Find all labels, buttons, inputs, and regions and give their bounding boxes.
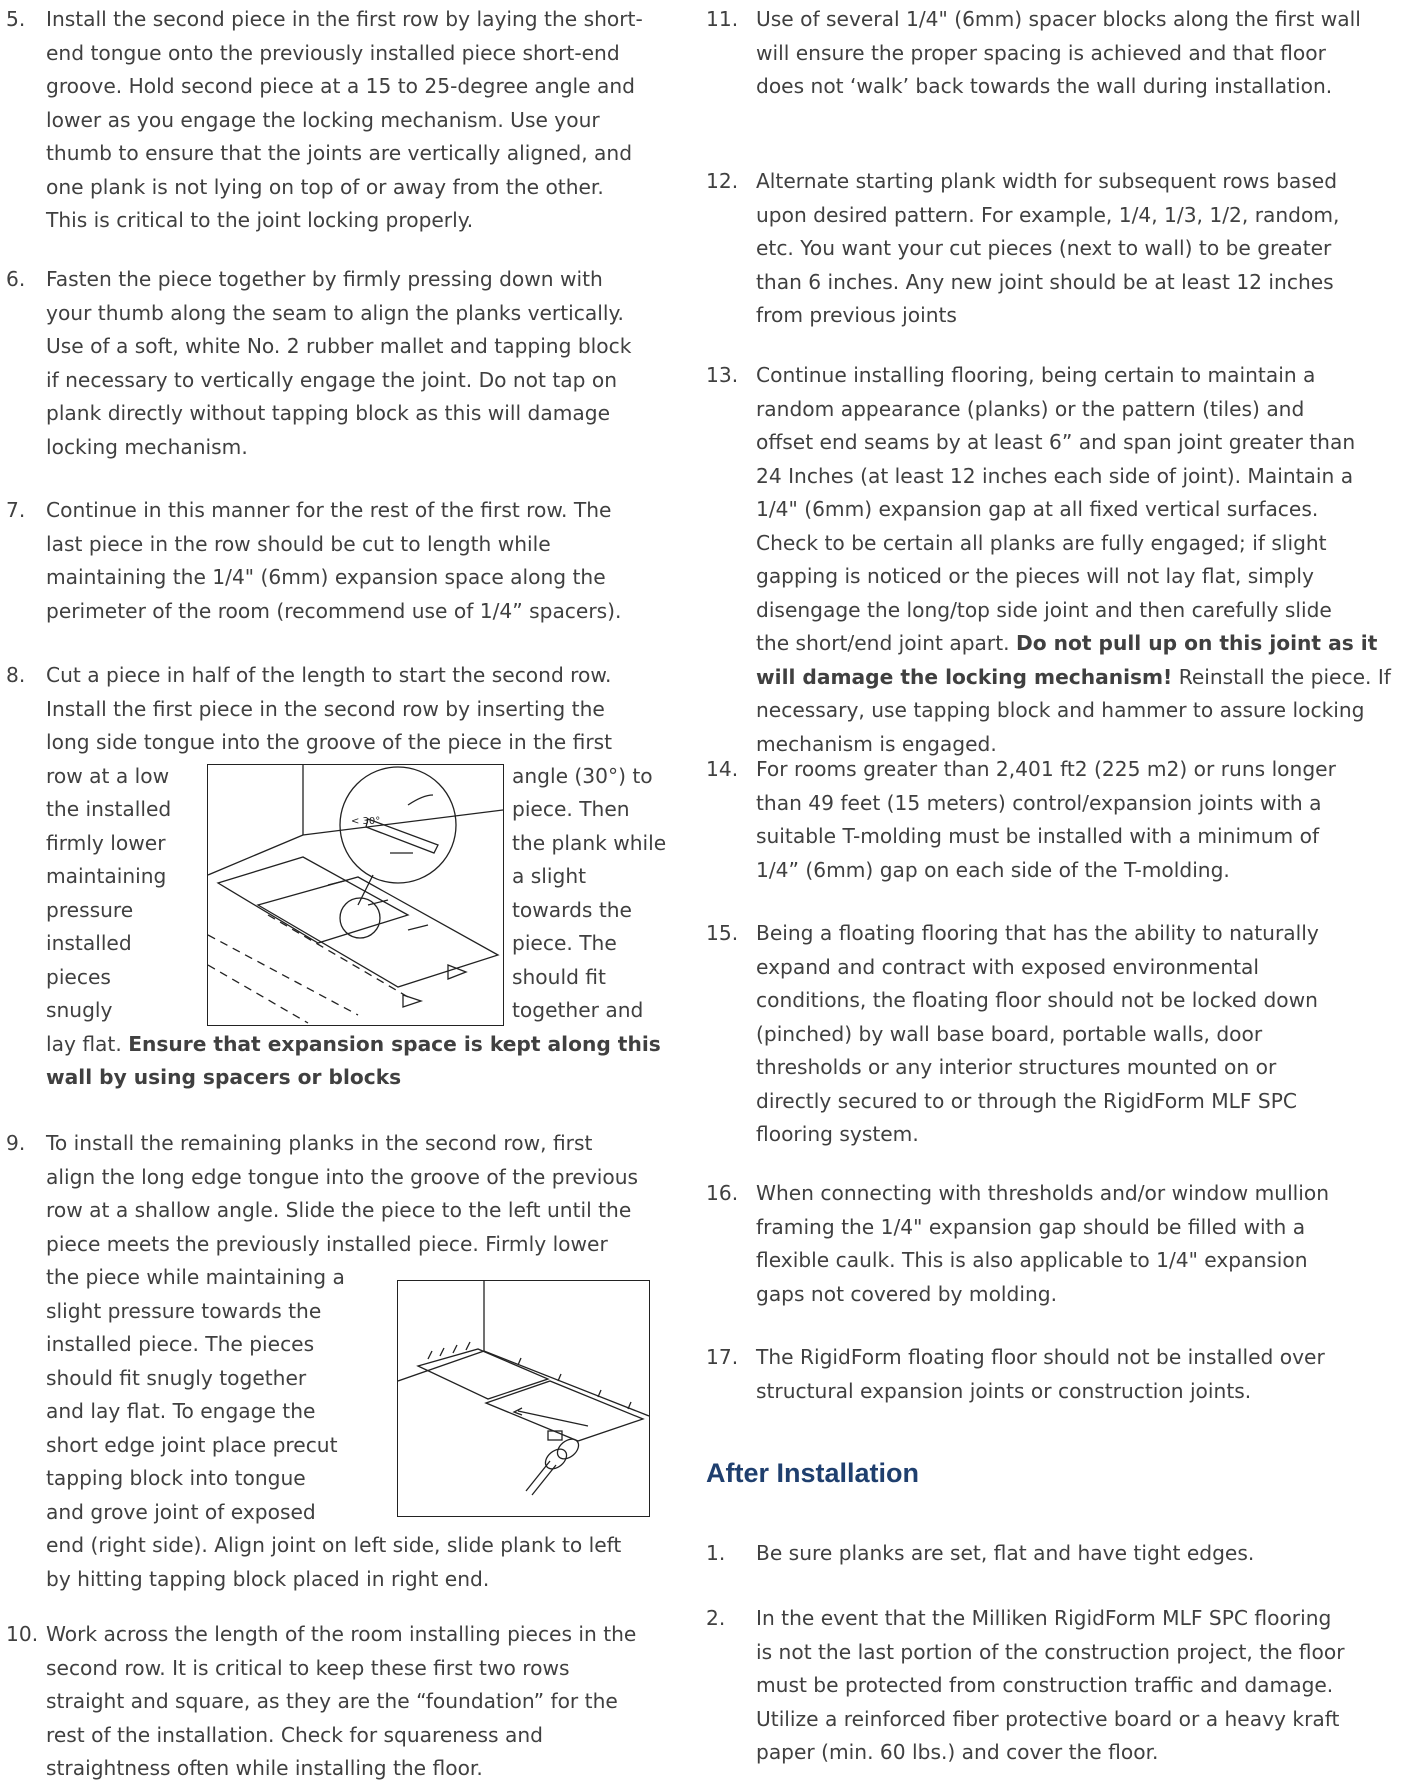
step-number: 1. [706, 1541, 726, 1565]
text-line: row at a low [46, 763, 170, 788]
text-line: mechanism is engaged. [756, 731, 997, 756]
text-line: (pinched) by wall base board, portable walls, door [756, 1021, 1263, 1046]
text-line: angle (30°) to [512, 763, 653, 788]
section-heading: After Installation [706, 1458, 920, 1488]
text-line: This is critical to the joint locking properly. [46, 208, 474, 232]
text-line: random appearance (planks) or the pattern (tiles) and [756, 396, 1305, 421]
text-line: straightness often while installing the floor. [46, 1756, 483, 1780]
text-line [756, 661, 1391, 695]
text-line: installed piece. The pieces [46, 1332, 315, 1356]
text-line: row at a shallow angle. Slide the piece to the left until the [46, 1198, 632, 1222]
bold-warning: Do not pull up on this joint as it [1015, 631, 1378, 655]
step-16 [706, 1177, 1329, 1311]
text-span: the short/end joint apart. [756, 631, 1016, 655]
text-line: gaps not covered by molding. [756, 1281, 1057, 1306]
text-line: by hitting tapping block placed in right end. [46, 1566, 490, 1591]
step-5 [6, 3, 643, 238]
text-line: if necessary to vertically engage the joint. Do not tap on [46, 367, 618, 392]
text-line: disengage the long/top side joint and then carefully slide [756, 597, 1332, 622]
text-line: thresholds or any interior structures mounted on or [756, 1055, 1277, 1079]
text-line: short edge joint place precut [46, 1432, 338, 1457]
text-line: Being a floating flooring that has the ability to naturally [756, 921, 1319, 945]
text-line: Cut a piece in half of the length to start the second row. [46, 663, 612, 687]
text-line: last piece in the row should be cut to length while [46, 531, 551, 556]
text-line: piece. The [512, 931, 617, 955]
text-line: second row. It is critical to keep these first two rows [46, 1655, 570, 1680]
step-number: 7. [6, 498, 26, 522]
step-14 [706, 753, 1336, 887]
text-line: The RigidForm floating floor should not be installed over [756, 1345, 1325, 1369]
text-line: Check to be certain all planks are fully engaged; if slight [756, 530, 1327, 555]
text-line: locking mechanism. [46, 434, 248, 459]
text-line [46, 1061, 661, 1095]
text-line: structural expansion joints or construction joints. [756, 1378, 1252, 1403]
step-number: 5. [6, 7, 26, 31]
text-line: Install the second piece in the first row by laying the short- [46, 7, 643, 31]
tapping-block-illustration [398, 1281, 649, 1516]
text-line: etc. You want your cut pieces (next to wall) to be greater [756, 236, 1332, 260]
text-line: groove. Hold second piece at a 15 to 25-degree angle and [46, 74, 635, 98]
step-number: 9. [6, 1131, 26, 1155]
step-12 [706, 165, 1339, 333]
text-line: Install the first piece in the second row by inserting the [46, 696, 605, 721]
text-line: flooring system. [756, 1122, 919, 1146]
step-number: 14. [706, 757, 739, 781]
text-line: Use of several 1/4" (6mm) spacer blocks along the first wall [756, 7, 1361, 31]
text-line: upon desired pattern. For example, 1/4, 1/3, 1/2, random, [756, 202, 1340, 227]
text-line [46, 1028, 661, 1062]
step-number: 6. [6, 267, 26, 291]
text-line: thumb to ensure that the joints are vertically aligned, and [46, 141, 633, 165]
text-line: firmly lower [46, 830, 166, 855]
text-line: the installed [46, 797, 172, 821]
text-line: snugly [46, 998, 113, 1022]
step-13 [706, 359, 1391, 761]
text-line: and grove joint of exposed [46, 1499, 316, 1524]
text-line: expand and contract with exposed environmental [756, 954, 1260, 979]
text-line: 24 Inches (at least 12 inches each side of joint). Maintain a [756, 463, 1354, 488]
step-number: 10. [6, 1622, 39, 1646]
text-line: align the long edge tongue into the groove of the previous [46, 1164, 639, 1189]
text-line: than 6 inches. Any new joint should be at least 12 inches [756, 269, 1334, 294]
after-step-1 [706, 1537, 1254, 1571]
bold-warning: Ensure that expansion space is kept along this [128, 1031, 661, 1056]
text-line: Fasten the piece together by firmly pressing down with [46, 267, 603, 291]
text-line: Work across the length of the room installing pieces in the [46, 1622, 637, 1646]
text-line: suitable T-molding must be installed with a minimum of [756, 824, 1320, 848]
step-number: 13. [706, 363, 739, 387]
text-line: must be protected from construction traffic and damage. [756, 1673, 1334, 1697]
text-line: than 49 feet (15 meters) control/expansion joints with a [756, 790, 1322, 815]
text-line: necessary, use tapping block and hammer to assure locking [756, 698, 1365, 722]
text-span: Reinstall the piece. If [1172, 664, 1391, 689]
text-line: rest of the installation. Check for squareness and [46, 1722, 543, 1747]
text-line: straight and square, as they are the “foundation” for the [46, 1689, 618, 1713]
step-number: 8. [6, 663, 26, 687]
after-step-2 [706, 1602, 1345, 1770]
text-line: slight pressure towards the [46, 1298, 322, 1323]
angle-label: < 30° [351, 815, 381, 827]
bold-warning: will damage the locking mechanism! [756, 664, 1173, 689]
text-line: Continue installing flooring, being certain to maintain a [756, 363, 1316, 387]
text-line: together and [512, 998, 644, 1022]
text-line: piece meets the previously installed piece. Firmly lower [46, 1231, 608, 1256]
step-6 [6, 263, 631, 464]
text-line: 1/4" (6mm) expansion gap at all fixed vertical surfaces. [756, 497, 1319, 521]
text-line: and lay flat. To engage the [46, 1399, 316, 1423]
text-line: pieces [46, 964, 111, 989]
text-line: maintaining [46, 864, 167, 888]
angle-install-illustration [208, 765, 503, 1025]
text-line: lower as you engage the locking mechanism. Use your [46, 107, 600, 132]
step-number: 17. [706, 1345, 739, 1369]
text-line: Alternate starting plank width for subsequent rows based [756, 169, 1338, 193]
tapping-block-figure [397, 1280, 650, 1517]
text-line: from previous joints [756, 303, 957, 327]
text-line: tapping block into tongue [46, 1466, 306, 1490]
text-span: lay flat. [46, 1031, 129, 1056]
text-line: Continue in this manner for the rest of the first row. The [46, 498, 612, 522]
text-line: end tongue onto the previously installed piece short-end [46, 40, 620, 65]
text-line: maintaining the 1/4" (6mm) expansion space along the [46, 565, 606, 589]
text-line: is not the last portion of the construction project, the floor [756, 1639, 1345, 1664]
bold-warning: wall by using spacers or blocks [46, 1065, 402, 1089]
text-line: a slight [512, 864, 587, 888]
text-line: directly secured to or through the RigidForm MLF SPC [756, 1088, 1297, 1113]
text-line: does not ‘walk’ back towards the wall during installation. [756, 74, 1333, 98]
text-line: flexible caulk. This is also applicable to 1/4" expansion [756, 1248, 1308, 1272]
text-line: should fit snugly together [46, 1365, 307, 1390]
text-line: To install the remaining planks in the second row, first [46, 1131, 593, 1155]
text-line: the piece while maintaining a [46, 1265, 345, 1289]
text-line: framing the 1/4" expansion gap should be filled with a [756, 1214, 1306, 1239]
step-11 [706, 3, 1361, 104]
text-line: towards the [512, 897, 632, 922]
text-line: conditions, the floating floor should not be locked down [756, 988, 1318, 1012]
step-number: 12. [706, 169, 739, 193]
step-7 [6, 494, 621, 628]
text-line: perimeter of the room (recommend use of 1/4” spacers). [46, 598, 622, 623]
step-17 [706, 1341, 1325, 1408]
text-line: installed [46, 931, 132, 955]
text-line: Be sure planks are set, flat and have tight edges. [756, 1541, 1255, 1565]
text-line: one plank is not lying on top of or away from the other. [46, 174, 604, 199]
step-8 [6, 659, 667, 1095]
text-line: Use of a soft, white No. 2 rubber mallet and tapping block [46, 334, 632, 358]
text-line: offset end seams by at least 6” and span joint greater than [756, 430, 1356, 454]
text-line: your thumb along the seam to align the planks vertically. [46, 300, 624, 325]
step-number: 2. [706, 1606, 726, 1630]
step-9 [6, 1127, 638, 1596]
text-line: 1/4” (6mm) gap on each side of the T-molding. [756, 857, 1230, 882]
text-line: piece. Then [512, 797, 630, 821]
angle-install-figure [207, 764, 504, 1026]
step-15 [706, 917, 1319, 1152]
step-number: 16. [706, 1181, 739, 1205]
text-line: In the event that the Milliken RigidForm MLF SPC flooring [756, 1606, 1332, 1630]
text-line: gapping is noticed or the pieces will not lay flat, simply [756, 564, 1314, 588]
text-line: Utilize a reinforced fiber protective board or a heavy kraft [756, 1706, 1340, 1731]
text-line: long side tongue into the groove of the piece in the first [46, 730, 613, 754]
step-number: 15. [706, 921, 739, 945]
text-line: should fit [512, 964, 606, 989]
step-number: 11. [706, 7, 739, 31]
text-line [756, 627, 1391, 661]
text-line: end (right side). Align joint on left side, slide plank to left [46, 1533, 622, 1557]
text-line: the plank while [512, 830, 667, 855]
step-10 [6, 1618, 636, 1786]
text-line: For rooms greater than 2,401 ft2 (225 m2) or runs longer [756, 757, 1336, 781]
text-line: plank directly without tapping block as this will damage [46, 401, 610, 425]
text-line: When connecting with thresholds and/or window mullion [756, 1181, 1330, 1205]
text-line: paper (min. 60 lbs.) and cover the floor. [756, 1740, 1159, 1764]
text-line: will ensure the proper spacing is achieved and that floor [756, 40, 1326, 65]
text-line: pressure [46, 897, 134, 922]
